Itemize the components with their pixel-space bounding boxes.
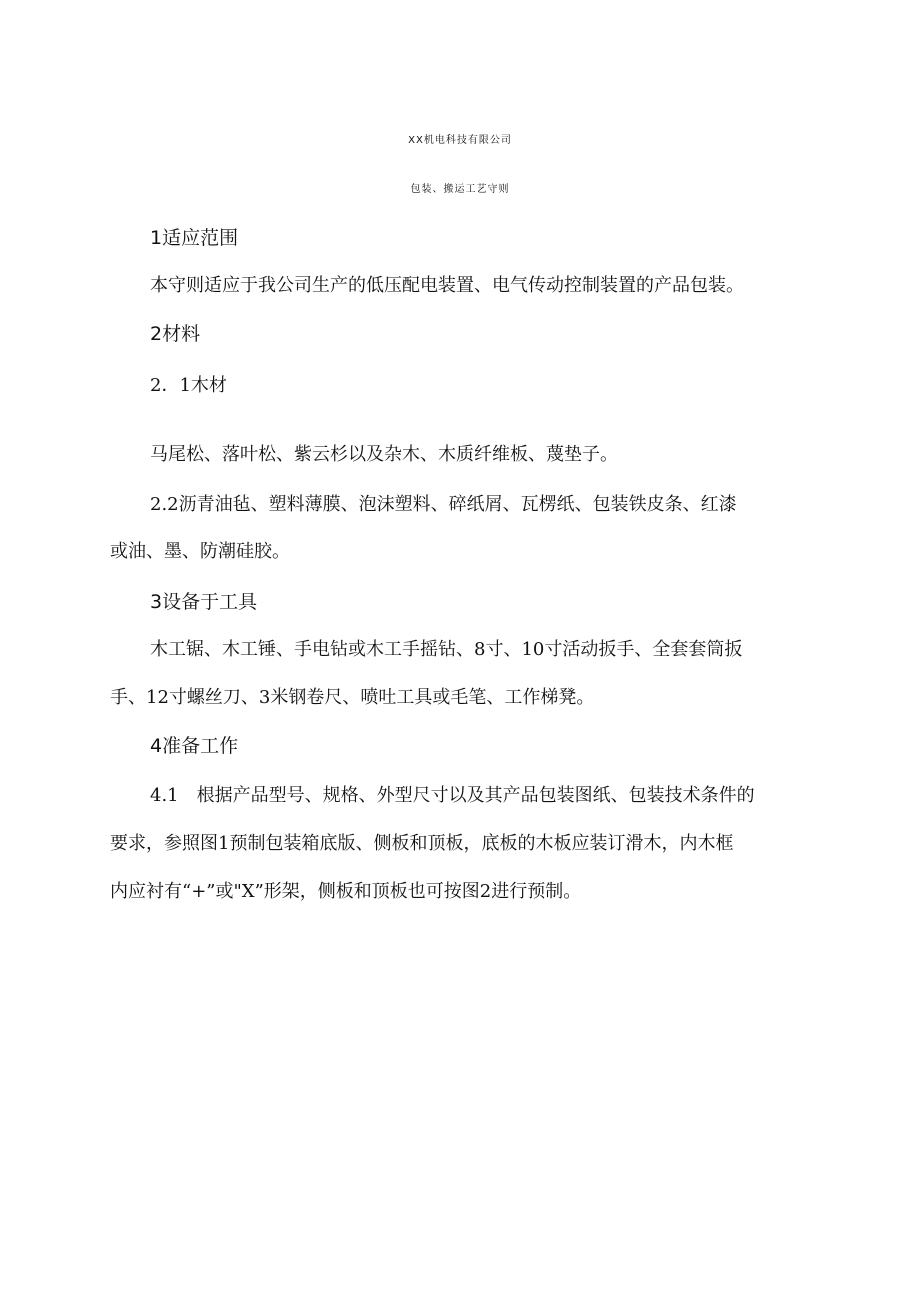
- section-4-line-1: 4.1 根据产品型号、规格、外型尺寸以及其产品包装图纸、包装技术条件的: [150, 785, 755, 806]
- section-4-line-2: 要求，参照图1预制包装箱底版、侧板和顶板，底板的木板应装订滑木，内木框: [110, 833, 734, 854]
- section-3-line-2: 手、12寸螺丝刀、3米钢卷尺、喷吐工具或毛笔、工作梯凳。: [110, 687, 595, 708]
- company-title: XX机电科技有限公司: [408, 135, 512, 146]
- section-1-heading: 1适应范围: [150, 227, 239, 249]
- section-2-2-line-1: 2.2沥青油毡、塑料薄膜、泡沫塑料、碎纸屑、瓦楞纸、包装铁皮条、红漆: [150, 494, 737, 515]
- section-4-line-3: 内应衬有“+”或"X”形架，侧板和顶板也可按图2进行预制。: [110, 881, 582, 902]
- section-3-line-1: 木工锯、木工锤、手电钻或木工手摇钻、8寸、10寸活动扳手、全套套筒扳: [150, 639, 743, 660]
- section-2-1-text: 马尾松、落叶松、紫云杉以及杂木、木质纤维板、蔑垫子。: [150, 444, 618, 465]
- section-2-1-heading: 2．1木材: [150, 375, 227, 396]
- section-1-text: 本守则适应于我公司生产的低压配电装置、电气传动控制装置的产品包装。: [150, 275, 744, 296]
- section-3-heading: 3设备于工具: [150, 591, 258, 613]
- section-4-heading: 4准备工作: [150, 735, 239, 757]
- section-2-heading: 2材料: [150, 323, 201, 345]
- section-2-2-line-2: 或油、墨、防潮硅胶。: [110, 541, 290, 562]
- document-title: 包装、搬运工艺守则: [410, 184, 510, 195]
